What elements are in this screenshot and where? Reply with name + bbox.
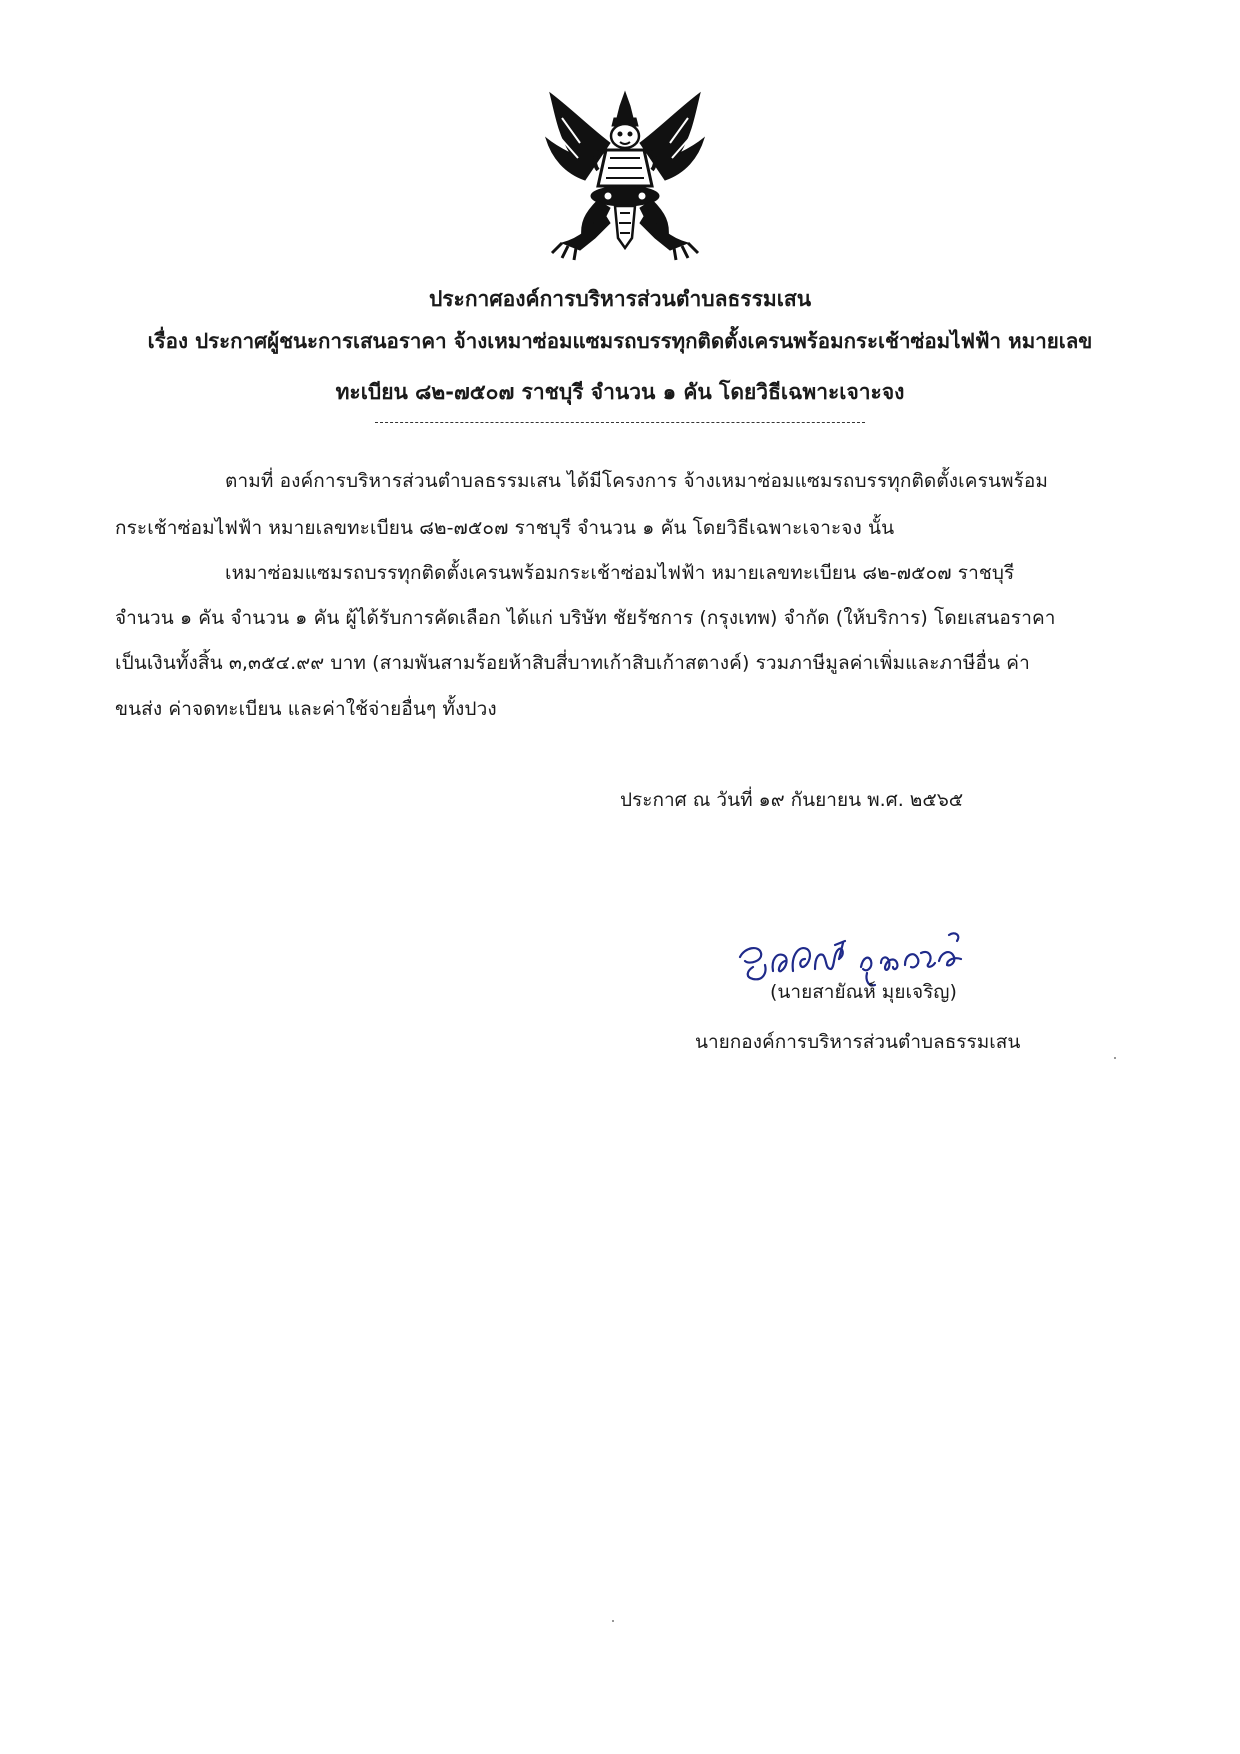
- announcement-title: ประกาศองค์การบริหารส่วนตำบลธรรมเสน: [428, 287, 812, 311]
- divider-line: [375, 422, 865, 423]
- announcement-date: ประกาศ ณ วันที่ ๑๙ กันยายน พ.ศ. ๒๕๖๕: [620, 789, 964, 811]
- body-line-4: จำนวน ๑ คัน จำนวน ๑ คัน ผู้ได้รับการคัดเลือก ได้แก่ บริษัท ชัยรัชการ (กรุงเทพ) จำกัด (ให้บริการ) โดยเสนอราคา: [115, 607, 1056, 629]
- body-line-1: ตามที่ องค์การบริหารส่วนตำบลธรรมเสน ได้มีโครงการ จ้างเหมาซ่อมแซมรถบรรทุกติดตั้งเครนพร้อม: [225, 470, 1049, 492]
- garuda-emblem-icon: [540, 88, 710, 263]
- subject-line-2: ทะเบียน ๘๒-๗๕๐๗ ราชบุรี จำนวน ๑ คัน โดยวิธีเฉพาะเจาะจง: [335, 380, 905, 404]
- body-line-5: เป็นเงินทั้งสิ้น ๓,๓๕๔.๙๙ บาท (สามพันสามร้อยห้าสิบสี่บาทเก้าสิบเก้าสตางค์) รวมภาษีมูลค่าเพิ่มและภาษีอื่น ค่า: [115, 652, 1030, 674]
- scan-speck: [1114, 1057, 1116, 1059]
- signer-position: นายกองค์การบริหารส่วนตำบลธรรมเสน: [695, 1031, 1021, 1053]
- body-line-3: เหมาซ่อมแซมรถบรรทุกติดตั้งเครนพร้อมกระเช้าซ่อมไฟฟ้า หมายเลขทะเบียน ๘๒-๗๕๐๗ ราชบุรี: [225, 562, 1015, 584]
- signer-name: (นายสายัณห์ มุยเจริญ): [770, 981, 957, 1003]
- body-line-6: ขนส่ง ค่าจดทะเบียน และค่าใช้จ่ายอื่นๆ ทั้งปวง: [115, 698, 497, 720]
- body-line-2: กระเช้าซ่อมไฟฟ้า หมายเลขทะเบียน ๘๒-๗๕๐๗ ราชบุรี จำนวน ๑ คัน โดยวิธีเฉพาะเจาะจง นั้น: [115, 517, 895, 539]
- scan-speck: [612, 1620, 614, 1622]
- subject-line-1: เรื่อง ประกาศผู้ชนะการเสนอราคา จ้างเหมาซ่อมแซมรถบรรทุกติดตั้งเครนพร้อมกระเช้าซ่อมไฟฟ้า หมายเลข: [147, 329, 1093, 353]
